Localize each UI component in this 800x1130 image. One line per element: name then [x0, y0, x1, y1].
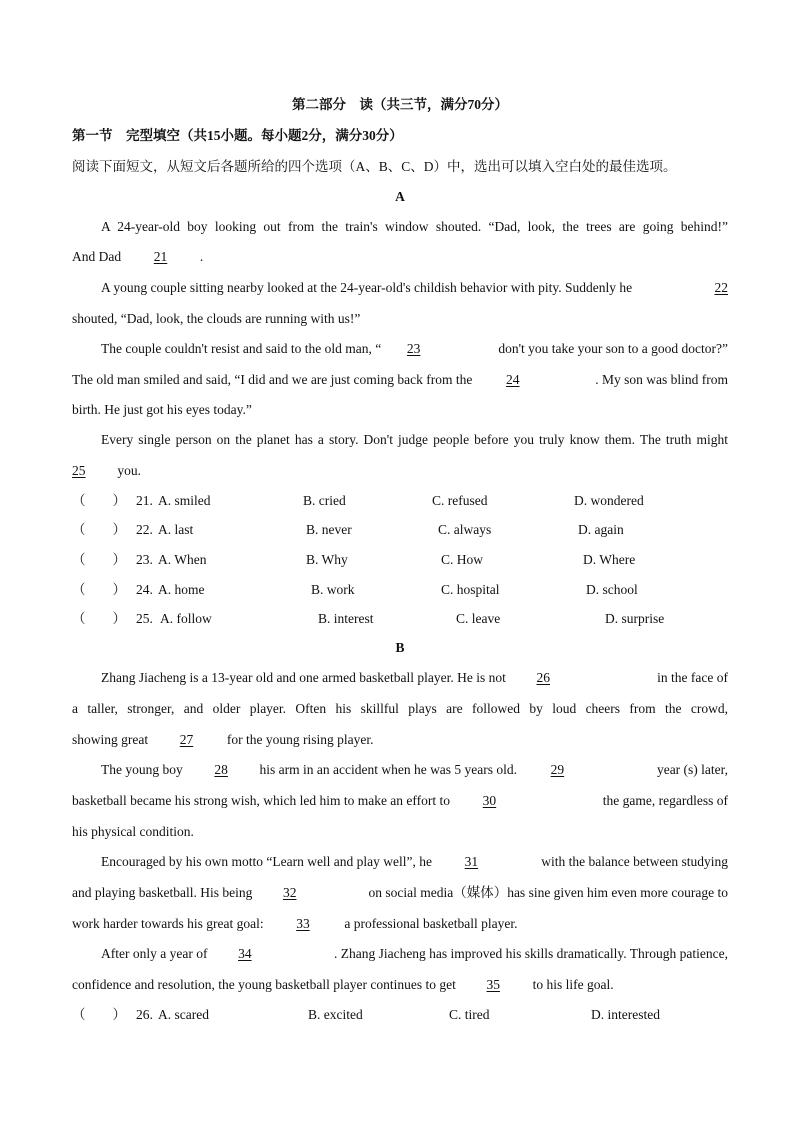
option-c[interactable]: C. tired — [449, 1007, 490, 1022]
option-a[interactable]: A. follow — [160, 611, 212, 626]
part-title: 第二部分 读（共三节，满分70分） — [292, 97, 508, 112]
passage-a-line-6 — [72, 371, 728, 389]
passage-a-line-8: Every single person on the planet has a story. Don't judge people before you truly know them. The truth might — [101, 432, 728, 447]
passage-text: A young couple sitting nearby looked at the 24-year-old's childish behavior with pity. Suddenly he — [101, 280, 633, 295]
passage-text: . Zhang Jiacheng has improved his skills dramatically. Through patience, — [333, 946, 728, 961]
passage-a-line-1: A 24-year-old boy looking out from the train's window shouted. “Dad, look, the trees are going behind!” — [101, 219, 728, 234]
passage-b-line-9 — [72, 915, 728, 933]
passage-text: the game, regardless of — [602, 793, 728, 808]
passage-a-line-9 — [72, 462, 728, 480]
blank-29: 29 — [550, 762, 565, 777]
question-number: 21. — [136, 493, 153, 508]
passage-b-line-6: his physical condition. — [72, 824, 194, 839]
passage-b-label: B — [395, 640, 405, 655]
passage-text: to his life goal. — [532, 977, 614, 992]
passage-text: . — [199, 249, 204, 264]
blank-33: 33 — [296, 916, 310, 931]
blank-27: 27 — [179, 732, 194, 747]
question-number: 25. — [136, 611, 153, 626]
option-a[interactable]: A. last — [158, 522, 194, 537]
passage-text: showing great — [72, 732, 149, 747]
passage-b-line-5 — [72, 792, 728, 810]
blank-26: 26 — [536, 670, 550, 685]
passage-text: on social media（媒体）has sine given him even more courage to — [368, 885, 728, 900]
passage-a-label: A — [395, 189, 405, 204]
option-b[interactable]: B. excited — [308, 1007, 363, 1022]
answer-paren[interactable]: （ ） — [72, 1007, 126, 1022]
passage-text: with the balance between studying — [541, 854, 728, 869]
passage-a-line-4: shouted, “Dad, look, the clouds are running with us!” — [72, 311, 361, 326]
passage-a-line-3 — [101, 279, 728, 297]
option-d[interactable]: D. interested — [591, 1007, 660, 1022]
question-number: 23. — [136, 552, 153, 567]
passage-text: you. — [117, 463, 141, 478]
option-c[interactable]: C. always — [438, 522, 492, 537]
option-d[interactable]: D. wondered — [574, 493, 644, 508]
answer-paren[interactable]: （ ） — [72, 493, 126, 508]
blank-30: 30 — [482, 793, 497, 808]
answer-paren[interactable]: （ ） — [72, 552, 126, 567]
passage-b-line-11 — [72, 976, 728, 994]
question-number: 22. — [136, 522, 153, 537]
passage-b-line-4 — [101, 761, 728, 779]
option-c[interactable]: C. refused — [432, 493, 488, 508]
passage-a-line-7: birth. He just got his eyes today.” — [72, 402, 252, 417]
passage-text: The young boy — [101, 762, 183, 777]
passage-text: don't you take your son to a good doctor?” — [498, 341, 728, 356]
passage-b-line-7 — [101, 853, 728, 871]
passage-text: basketball became his strong wish, which led him to make an effort to — [72, 793, 451, 808]
passage-text: year (s) later, — [656, 762, 728, 777]
passage-text: and playing basketball. His being — [72, 885, 253, 900]
blank-24: 24 — [506, 372, 520, 387]
blank-35: 35 — [486, 977, 501, 992]
passage-text: The couple couldn't resist and said to the old man, “ — [101, 341, 382, 356]
section-title: 第一节 完型填空（共15小题。每小题2分，满分30分） — [72, 128, 403, 143]
blank-32: 32 — [282, 885, 297, 900]
passage-text: The old man smiled and said, “I did and we are just coming back from the — [72, 372, 473, 387]
blank-25: 25 — [72, 463, 86, 478]
option-c[interactable]: C. How — [441, 552, 484, 567]
option-a[interactable]: A. When — [158, 552, 207, 567]
answer-paren[interactable]: （ ） — [72, 611, 126, 626]
passage-text: Zhang Jiacheng is a 13-year old and one armed basketball player. He is not — [101, 670, 506, 685]
passage-text: in the face of — [657, 670, 728, 685]
blank-28: 28 — [214, 762, 228, 777]
question-number: 24. — [136, 582, 153, 597]
option-a[interactable]: A. smiled — [158, 493, 211, 508]
option-d[interactable]: D. Where — [583, 552, 636, 567]
passage-b-line-1 — [101, 669, 728, 687]
option-a[interactable]: A. scared — [158, 1007, 209, 1022]
blank-22: 22 — [714, 280, 728, 295]
option-d[interactable]: D. surprise — [605, 611, 665, 626]
passage-text: After only a year of — [101, 946, 208, 961]
option-a[interactable]: A. home — [158, 582, 205, 597]
passage-text: Encouraged by his own motto “Learn well and play well”, he — [101, 854, 433, 869]
option-d[interactable]: D. again — [578, 522, 624, 537]
passage-a-line-5 — [101, 340, 728, 358]
blank-34: 34 — [238, 946, 252, 961]
option-b[interactable]: B. cried — [303, 493, 346, 508]
answer-paren[interactable]: （ ） — [72, 582, 126, 597]
option-b[interactable]: B. Why — [306, 552, 348, 567]
passage-text: for the young rising player. — [226, 732, 374, 747]
passage-b-line-8 — [72, 884, 728, 902]
passage-b-line-2: a taller, stronger, and older player. Often his skillful plays are followed by loud cheers from the crowd, — [72, 701, 728, 716]
option-d[interactable]: D. school — [586, 582, 638, 597]
option-b[interactable]: B. work — [311, 582, 355, 597]
passage-text: confidence and resolution, the young basketball player continues to get — [72, 977, 456, 992]
passage-text: . My son was blind from — [595, 372, 728, 387]
answer-paren[interactable]: （ ） — [72, 522, 126, 537]
passage-text: work harder towards his great goal: — [72, 916, 264, 931]
passage-text: a professional basketball player. — [344, 916, 518, 931]
blank-21: 21 — [153, 249, 168, 264]
passage-b-line-10 — [101, 945, 728, 963]
question-number: 26. — [136, 1007, 153, 1022]
passage-text: And Dad — [72, 249, 122, 264]
passage-text: his arm in an accident when he was 5 years old. — [259, 762, 518, 777]
option-b[interactable]: B. interest — [318, 611, 374, 626]
option-c[interactable]: C. hospital — [441, 582, 500, 597]
passage-b-line-3 — [72, 731, 728, 749]
instruction: 阅读下面短文，从短文后各题所给的四个选项（A、B、C、D）中，选出可以填入空白处的最佳选项。 — [72, 159, 677, 174]
option-b[interactable]: B. never — [306, 522, 352, 537]
option-c[interactable]: C. leave — [456, 611, 501, 626]
blank-31: 31 — [464, 854, 479, 869]
passage-a-line-2 — [72, 248, 728, 266]
blank-23: 23 — [406, 341, 421, 356]
